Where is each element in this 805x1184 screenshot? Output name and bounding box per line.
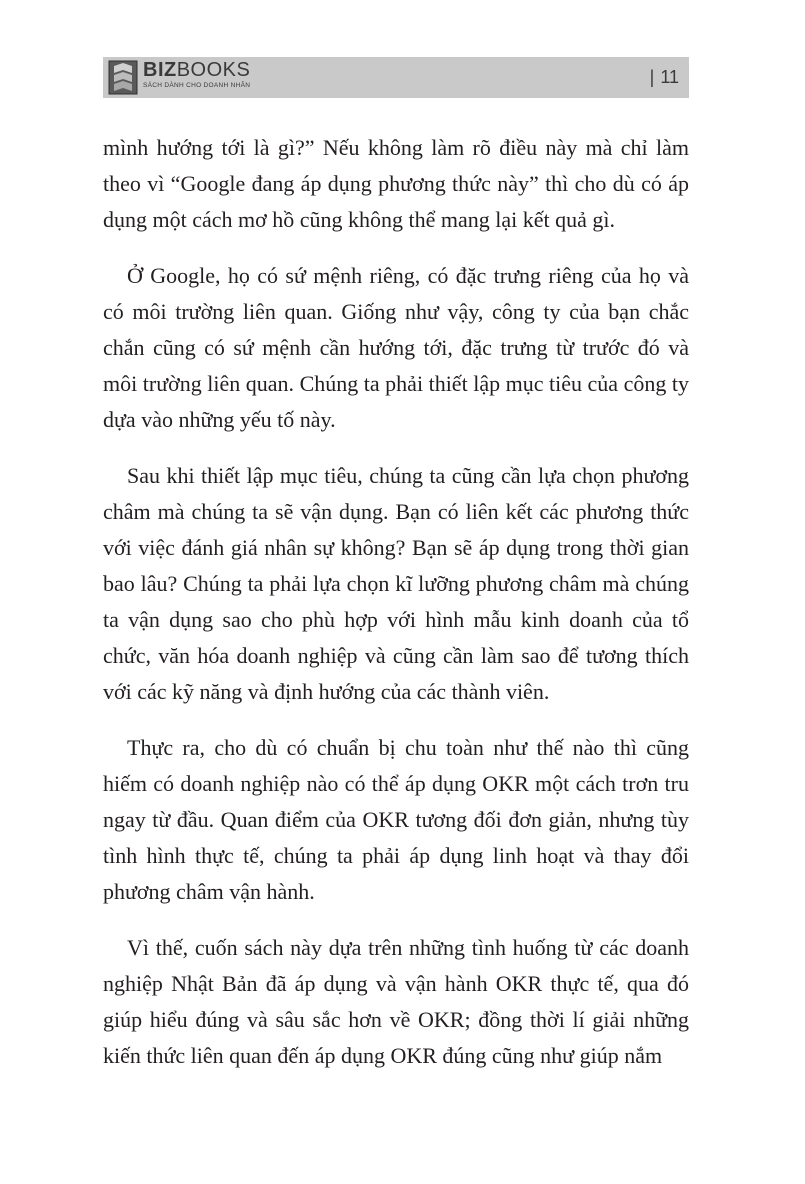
paragraph: Thực ra, cho dù có chuẩn bị chu toàn như thế nào thì cũng hiếm có doanh nghiệp nào có thể áp dụng OKR một cách trơn tru ngay từ đầu. Quan điểm của OKR tương đối đơn giản, nhưng tùy tình hình thực tế, chúng ta phải áp dụng linh hoạt và thay đổi phương châm vận hành. bbox=[103, 735, 689, 904]
running-header bbox=[103, 57, 689, 98]
page-number: | 11 bbox=[649, 67, 679, 87]
logo-tagline: SÁCH DÀNH CHO DOANH NHÂN bbox=[143, 82, 251, 89]
paragraph: mình hướng tới là gì?” Nếu không làm rõ điều này mà chỉ làm theo vì “Google đang áp dụng phương thức này” thì cho dù có áp dụng một cách mơ hồ cũng không thể mang lại kết quả gì. bbox=[103, 135, 689, 232]
body-text bbox=[103, 130, 689, 1094]
paragraph: Vì thế, cuốn sách này dựa trên những tình huống từ các doanh nghiệp Nhật Bản đã áp dụng và vận hành OKR thực tế, qua đó giúp hiểu đúng và sâu sắc hơn về OKR; đồng thời lí giải những kiến thức liên quan đến áp dụng OKR đúng cũng như giúp nắm bbox=[103, 935, 689, 1068]
bizbooks-logo-text: BIZBOOKS bbox=[143, 59, 251, 81]
bizbooks-logo-icon bbox=[108, 60, 138, 95]
paragraph: Ở Google, họ có sứ mệnh riêng, có đặc trưng riêng của họ và có môi trường liên quan. Giống như vậy, công ty của bạn chắc chắn cũng có sứ mệnh cần hướng tới, đặc trưng từ trước đó và môi trường liên quan. Chúng ta phải thiết lập mục tiêu của công ty dựa vào những yếu tố này. bbox=[103, 263, 689, 432]
paragraph: Sau khi thiết lập mục tiêu, chúng ta cũng cần lựa chọn phương châm mà chúng ta sẽ vận dụng. Bạn có liên kết các phương thức với việc đánh giá nhân sự không? Bạn sẽ áp dụng trong thời gian bao lâu? Chúng ta phải lựa chọn kĩ lưỡng phương châm mà chúng ta vận dụng sao cho phù hợp với hình mẫu kinh doanh của tổ chức, văn hóa doanh nghiệp và cũng cần làm sao để tương thích với các kỹ năng và định hướng của các thành viên. bbox=[103, 463, 689, 704]
